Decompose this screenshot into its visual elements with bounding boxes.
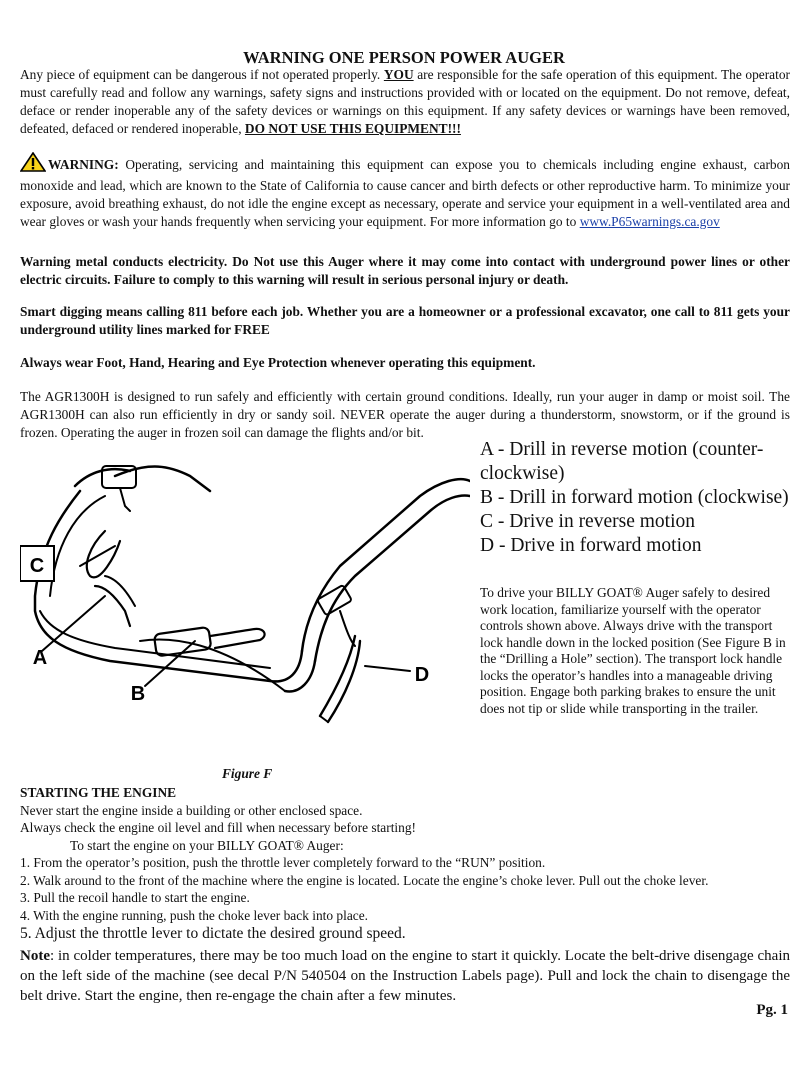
cold-note [20,946,790,1006]
label-a: A [32,647,48,669]
note-text: : in colder temperatures, there may be too much load on the engine to start it quickly. Locate the belt-drive disengage chain on the left side of the machine (see decal P/N 540504 on the Instruction Labels page). Pull and lock the chain to disengage the belt drive. Start the engine, then re-engage the chain after a few minutes. [20,948,790,1004]
intro-text-2: are responsible for the safe operation of this equipment. The operator must carefully read and follow any warnings, safety signs and instructions provided with or located on the equipment. Do not remove, defeat, deface or render inoperable any of the safety devices or warnings on this equipment. If any safety devices or warnings have been removed, defeated, defaced or rendered inoperable, [20,67,790,136]
starting-engine-section [20,784,800,943]
legend-c: C - Drive in reverse motion [480,511,695,532]
p65-text: Operating, servicing and maintaining this equipment can expose you to chemicals including engine exhaust, carbon monoxide and lead, which are known to the State of California to cause cancer and birth defects or other reproductive harm. To minimize your exposure, avoid breathing exhaust, do not idle the engine except as necessary, operate and service your equipment in a well-ventilated area and wear gloves or wash your hands frequently when servicing your equipment. For more information go to [20,157,790,229]
starting-line-2: Always check the engine oil level and fill when necessary before starting! [20,820,416,835]
p65-warning-paragraph [20,152,790,231]
legend-a: A - Drill in reverse motion (counter-clockwise) [480,439,764,484]
warning-triangle-icon [20,152,46,177]
intro-paragraph [20,66,790,138]
intro-text-1: Any piece of equipment can be dangerous if not operated properly. [20,67,381,82]
page-number: Pg. 1 [756,1002,788,1018]
drive-instructions: To drive your BILLY GOAT® Auger safely to desired work location, familiarize yourself with the operator controls shown above. Always drive with the transport lock handle down in the locked position (See Figure B in the “Drilling a Hole” section). The transport lock handle locks the operator’s handles into a manageable driving position. Engage both parking brakes to ensure the unit does not tip or slide while transporting in the trailer. [480,585,786,716]
p65-label: WARNING: [48,157,119,172]
label-d: D [414,664,430,686]
figure-caption: Figure F [222,766,273,781]
label-b: B [130,683,146,705]
page-title: WARNING ONE PERSON POWER AUGER [243,48,565,67]
p65-link[interactable]: www.P65warnings.ca.gov [579,214,720,229]
legend-d: D - Drive in forward motion [480,535,702,556]
control-legend [480,438,800,558]
do-not-use-warning: DO NOT USE THIS EQUIPMENT!!! [244,121,461,136]
step-5: 5. Adjust the throttle lever to dictate the desired ground speed. [20,925,406,942]
step-4: 4. With the engine running, push the choke lever back into place. [20,907,369,923]
starting-heading: STARTING THE ENGINE [20,785,177,800]
protection-notice: Always wear Foot, Hand, Hearing and Eye Protection whenever operating this equipment. [20,355,536,370]
label-c: C [29,555,45,577]
step-3: 3. Pull the recoil handle to start the engine. [20,890,250,905]
leader-d [365,666,410,671]
starting-line-1: Never start the engine inside a building or other enclosed space. [20,802,363,818]
step-2: 2. Walk around to the front of the machine where the engine is located. Locate the engine’s choke lever. Pull out the choke lever. [20,872,709,888]
metal-warning: Warning metal conducts electricity. Do Not use this Auger where it may come into contact with underground power lines or other electric circuits. Failure to comply to this warning will result in serious personal injury or death. [20,254,790,287]
legend-b: B - Drill in forward motion (clockwise) [480,487,789,508]
handlebar-figure [20,436,470,766]
step-1: 1. From the operator’s position, push the throttle lever completely forward to the “RUN” position. [20,855,546,870]
leader-a [42,596,105,651]
leader-b [145,641,195,686]
note-label: Note [20,948,50,964]
smart-digging: Smart digging means calling 811 before each job. Whether you are a homeowner or a professional excavator, one call to 811 gets your underground utility lines marked for FREE [20,304,790,337]
ground-conditions: The AGR1300H is designed to run safely and efficiently with certain ground conditions. Ideally, run your auger in damp or moist soil. The AGR1300H can also run efficiently in dry or sandy soil. NEVER operate the auger during a thunderstorm, snowstorm, or if the ground is frozen. Operating the auger in frozen soil can damage the flights and/or bit. [20,389,790,440]
intro-you: YOU [383,67,414,82]
starting-line-3: To start the engine on your BILLY GOAT® Auger: [70,837,344,853]
